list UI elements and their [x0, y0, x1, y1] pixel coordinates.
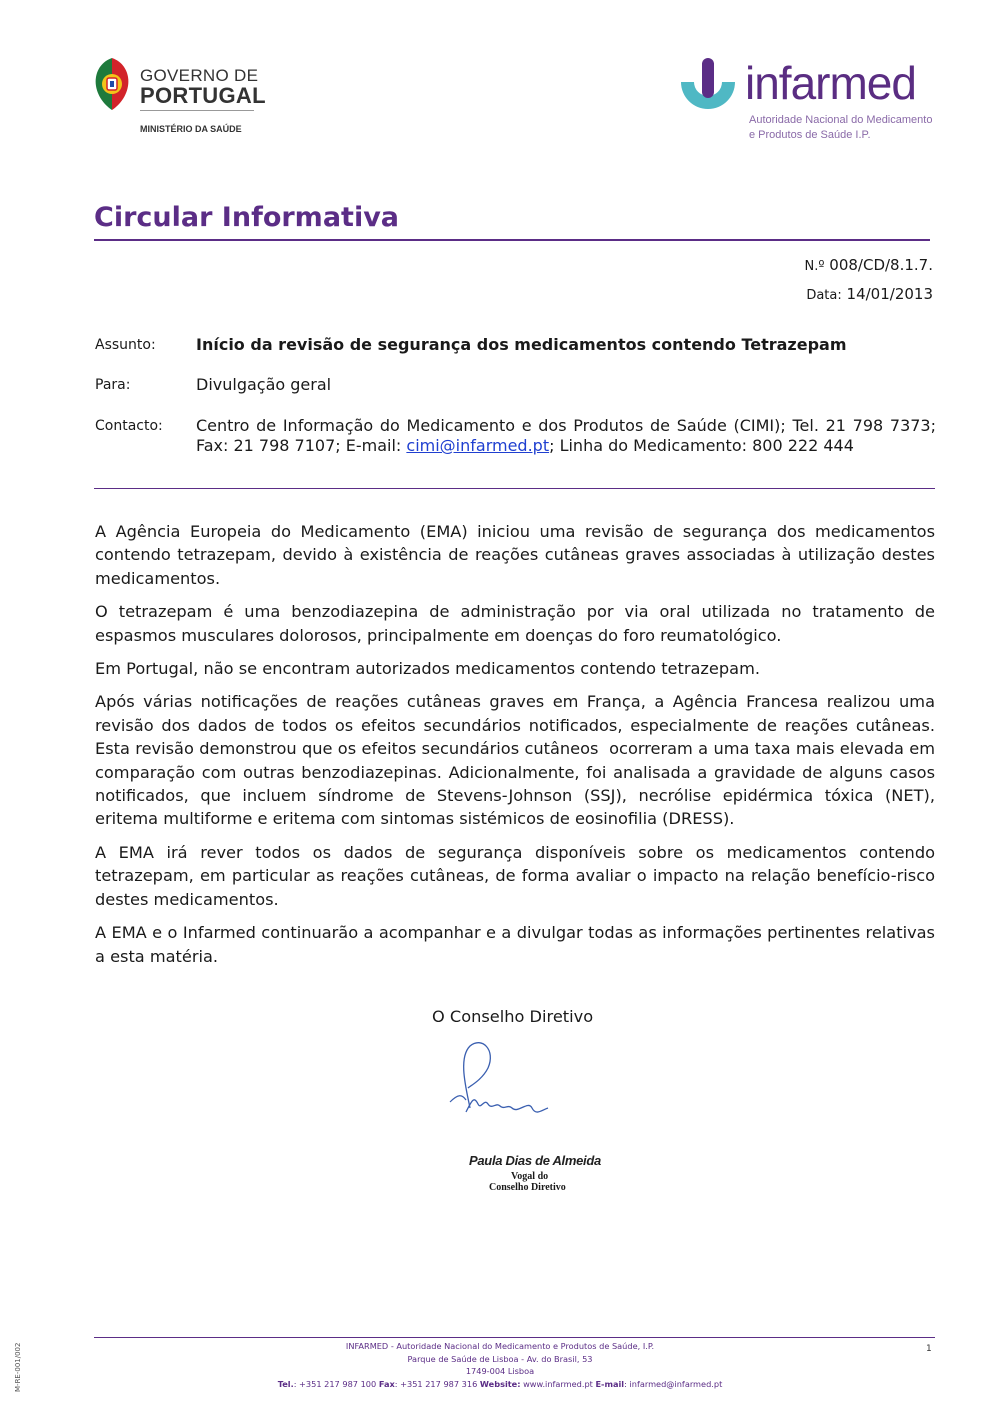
council-signoff: O Conselho Diretivo	[432, 1007, 594, 1026]
signer-name: Paula Dias de Almeida	[469, 1153, 601, 1168]
number-label: N.º	[804, 259, 825, 274]
infarmed-mark-icon	[675, 56, 741, 122]
contact-value	[196, 416, 936, 456]
footer-email-value[interactable]: : infarmed@infarmed.pt	[624, 1378, 723, 1389]
document-code: M-RE-001/002	[14, 1342, 22, 1392]
document-number	[805, 256, 933, 274]
footer-email-label: E-mail	[595, 1378, 625, 1389]
subject-label: Assunto:	[95, 337, 156, 353]
number-value: 008/CD/8.1.7.	[829, 256, 933, 274]
contact-label: Contacto:	[95, 418, 163, 434]
to-value: Divulgação geral	[196, 375, 332, 394]
date-label: Data:	[806, 288, 842, 303]
footer-divider	[94, 1337, 935, 1338]
body-text	[95, 520, 941, 978]
footer-contacts	[150, 1378, 850, 1391]
infarmed-tagline-1: Autoridade Nacional do Medicamento	[749, 114, 933, 126]
subject-value: Início da revisão de segurança dos medicamentos contendo Tetrazepam	[196, 335, 847, 354]
footer-line2: Parque de Saúde de Lisboa - Av. do Brasil, 53	[407, 1353, 593, 1364]
infarmed-wordmark: infarmed	[745, 57, 916, 109]
infarmed-logo	[675, 56, 940, 148]
signer-role-line1: Vogal do	[511, 1171, 549, 1182]
gov-line2: PORTUGAL	[140, 83, 266, 108]
footer-line1: INFARMED - Autoridade Nacional do Medicamento e Produtos de Saúde, I.P.	[345, 1341, 655, 1351]
contact-text-after: ; Linha do Medicamento: 800 222 444	[549, 436, 854, 455]
title-divider	[94, 239, 930, 241]
portugal-emblem-icon	[92, 56, 132, 112]
meta-divider	[94, 488, 935, 489]
footer-fax-value: : +351 217 987 316	[394, 1378, 480, 1389]
paragraph-2: O tetrazepam é uma benzodiazepina de administração por via oral utilizada no tratamento de espasmos musculares dolorosos, principalmente em doenças do foro reumatológico.	[95, 602, 935, 645]
infarmed-tagline-2: e Produtos de Saúde I.P.	[749, 129, 871, 141]
gov-ministry: MINISTÉRIO DA SAÚDE	[140, 124, 242, 134]
footer-web-value[interactable]: www.infarmed.pt	[520, 1378, 596, 1389]
footer-fax-label: Fax	[378, 1378, 395, 1389]
governo-portugal-logo	[92, 56, 267, 138]
document-date	[806, 285, 933, 303]
contact-text-before: Centro de Informação do Medicamento e dos Produtos de Saúde (CIMI); Tel. 21 798 7373; Fax: 21 798 7107; E-mail:	[196, 416, 936, 455]
gov-line1: GOVERNO DE	[140, 66, 259, 85]
paragraph-5: A EMA irá rever todos os dados de segurança disponíveis sobre os medicamentos contendo tetrazepam, em particular as reações cutâneas, de forma avaliar o impacto na relação benefício-risco destes medicamentos.	[95, 842, 935, 909]
paragraph-3: Em Portugal, não se encontram autorizados medicamentos contendo tetrazepam.	[95, 659, 760, 679]
contact-email-link[interactable]: cimi@infarmed.pt	[406, 436, 550, 455]
gov-divider	[140, 110, 254, 111]
footer-tel-label: Tel.	[277, 1378, 294, 1389]
footer	[150, 1340, 850, 1390]
paragraph-6: A EMA e o Infarmed continuarão a acompanhar e a divulgar todas as informações pertinentes relativas a esta matéria.	[95, 923, 935, 966]
paragraph-4: Após várias notificações de reações cutâneas graves em França, a Agência Francesa realizou uma revisão dos dados de todos os efeitos secundários notificados, especialmente de reações cutâneas. Esta revisão demonstrou que os efeitos secundários cutâneos ocorreram a uma taxa mais elevada em comparação com outras benzodiazepinas. Adicionalmente, foi analisada a gravidade de alguns casos notificados, que incluem síndrome de Stevens-Johnson (SSJ), necrólise epidérmica tóxica (NET), eritema multiforme e eritema com sintomas sistémicos de eosinofilia (DRESS).	[95, 692, 941, 829]
document-title: Circular Informativa	[94, 202, 400, 233]
handwritten-signature	[448, 1038, 558, 1122]
signer-role-line2: Conselho Diretivo	[489, 1182, 566, 1193]
date-value: 14/01/2013	[846, 285, 933, 303]
paragraph-1: A Agência Europeia do Medicamento (EMA) iniciou uma revisão de segurança dos medicamentos contendo tetrazepam, devido à existência de reações cutâneas graves associadas à utilização destes medicamentos.	[95, 522, 935, 588]
footer-line3: 1749-004 Lisboa	[465, 1366, 535, 1377]
footer-web-label: Website:	[479, 1378, 521, 1389]
footer-tel-value: : +351 217 987 100	[293, 1378, 379, 1389]
to-label: Para:	[95, 377, 131, 393]
page-number: 1	[926, 1344, 932, 1354]
